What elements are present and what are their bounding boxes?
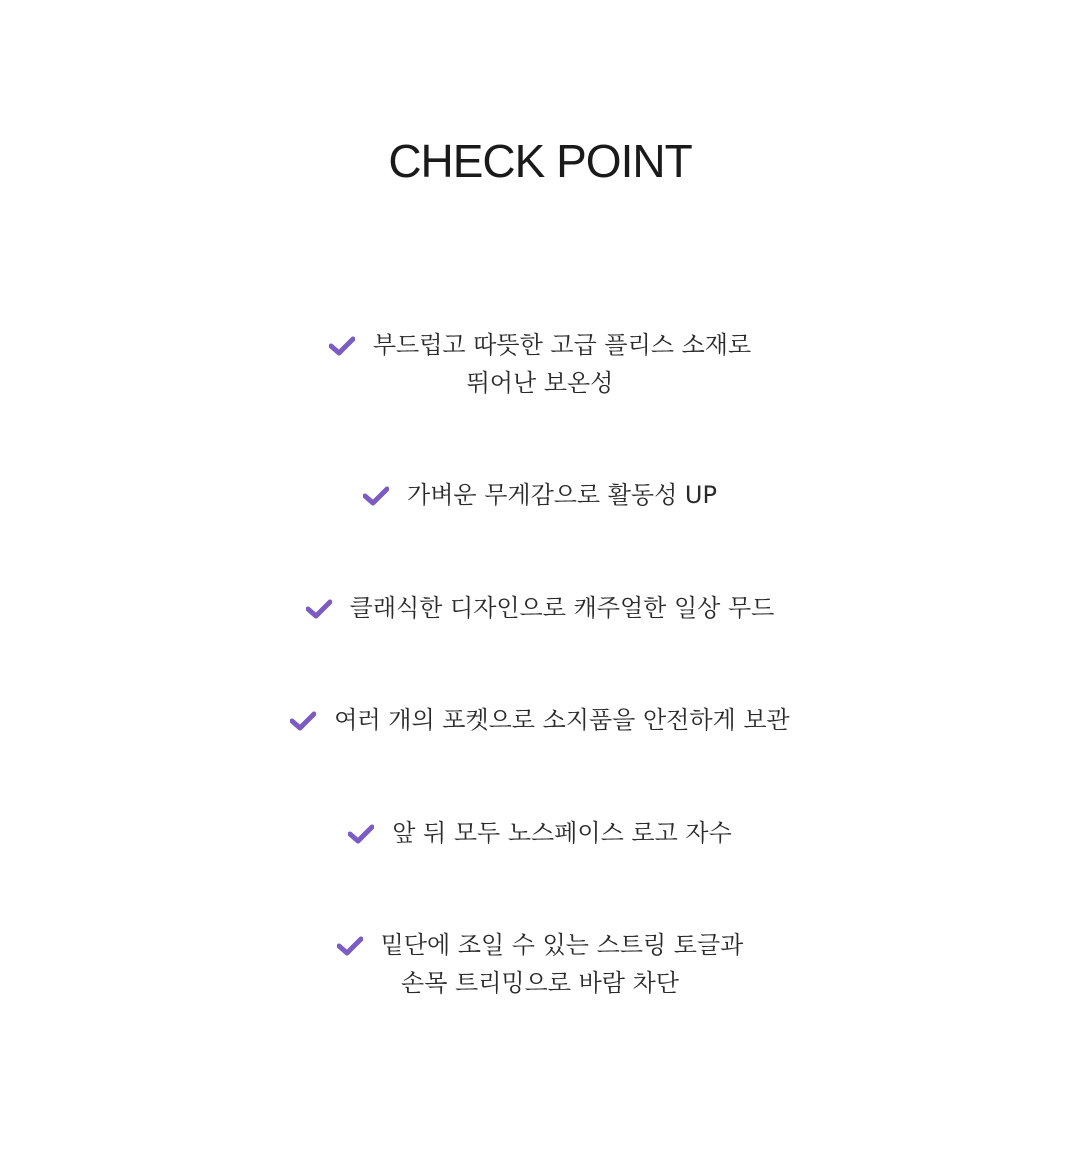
check-point-line: 가벼운 무게감으로 활동성 UP [407, 481, 717, 509]
check-point-text [337, 926, 744, 1002]
check-point-text [348, 814, 732, 852]
check-point-item [0, 326, 1080, 402]
check-point-line: 밑단에 조일 수 있는 스트링 토글과 [380, 931, 744, 959]
checkmark-icon [337, 936, 363, 956]
checkmark-icon [306, 599, 332, 619]
check-point-item [0, 476, 1080, 514]
check-point-text [329, 326, 751, 402]
section-title: CHECK POINT [388, 135, 692, 187]
check-point-line: 부드럽고 따뜻한 고급 플리스 소재로 [372, 331, 752, 359]
check-point-item [0, 814, 1080, 852]
check-point-text [306, 589, 775, 627]
check-point-item [0, 589, 1080, 627]
checkmark-icon [290, 711, 316, 731]
checkmark-icon [348, 824, 374, 844]
checkmark-icon [329, 336, 355, 356]
check-point-item [0, 701, 1080, 739]
check-point-line: 여러 개의 포켓으로 소지품을 안전하게 보관 [334, 706, 790, 734]
check-point-item [0, 926, 1080, 1002]
check-point-line: 클래식한 디자인으로 캐주얼한 일상 무드 [349, 594, 775, 622]
check-point-line: 뛰어난 보온성 [466, 369, 614, 397]
check-point-line: 손목 트리밍으로 바람 차단 [401, 969, 679, 997]
check-point-line: 앞 뒤 모두 노스페이스 로고 자수 [392, 819, 732, 847]
check-point-text [363, 476, 717, 514]
check-point-text [290, 701, 789, 739]
checkmark-icon [363, 486, 389, 506]
